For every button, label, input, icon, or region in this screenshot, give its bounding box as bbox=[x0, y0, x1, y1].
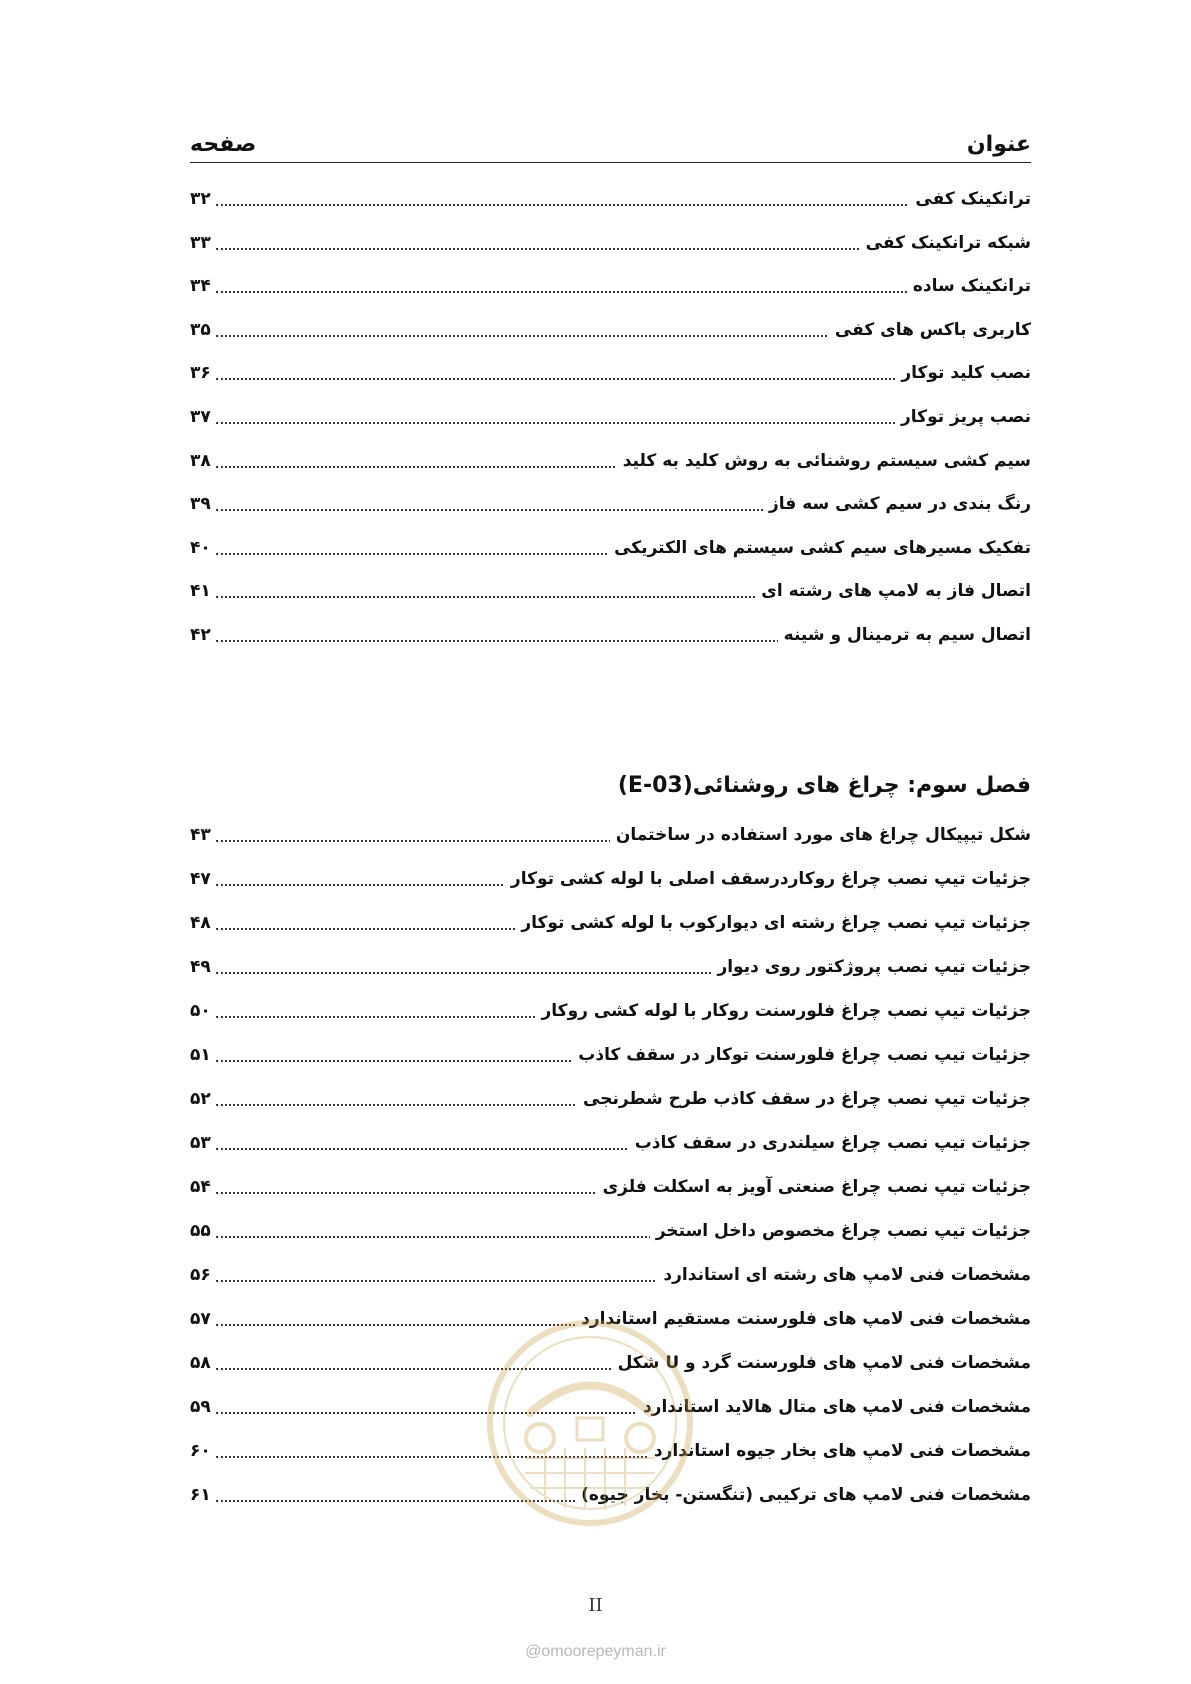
toc-entry bbox=[190, 952, 1031, 986]
toc-entry-title: جزئیات تیپ نصب پروژکتور روی دیوار bbox=[711, 952, 1031, 982]
toc-entry-page: ۵۹ bbox=[190, 1392, 211, 1422]
toc-entry-page: ۵۱ bbox=[190, 1040, 211, 1070]
toc-entry-page: ۳۵ bbox=[190, 315, 211, 345]
header-rule bbox=[190, 162, 1031, 163]
toc-entry bbox=[190, 1260, 1031, 1294]
header-page-label: صفحه bbox=[190, 132, 257, 157]
toc-entry-title: نصب پریز توکار bbox=[895, 402, 1031, 432]
header-title: عنوان bbox=[966, 132, 1031, 157]
toc-entry-page: ۶۰ bbox=[190, 1436, 211, 1466]
toc-entry bbox=[190, 184, 1031, 218]
toc-entry-title: جزئیات تیپ نصب چراغ فلورسنت روکار با لوله کشی روکار bbox=[536, 996, 1031, 1026]
toc-entry-title: اتصال فاز به لامپ های رشته ای bbox=[755, 576, 1031, 606]
section-heading: فصل سوم: چراغ های روشنائی(E-03) bbox=[617, 773, 1031, 798]
toc-entry-page: ۳۶ bbox=[190, 358, 211, 388]
toc-entry-page: ۵۸ bbox=[190, 1348, 211, 1378]
toc-entry-title: کاربری باکس های کفی bbox=[829, 315, 1031, 345]
toc-entry-page: ۳۲ bbox=[190, 184, 211, 214]
toc-entry-page: ۵۵ bbox=[190, 1216, 211, 1246]
toc-entry-page: ۵۲ bbox=[190, 1084, 211, 1114]
toc-entry-title: جزئیات تیپ نصب چراغ در سقف کاذب طرح شطرنجی bbox=[577, 1084, 1031, 1114]
toc-entry bbox=[190, 908, 1031, 942]
toc-entry-title: مشخصات فنی لامپ های ترکیبی (تنگستن- بخار جیوه) bbox=[575, 1480, 1031, 1510]
toc-entry bbox=[190, 864, 1031, 898]
toc-entry bbox=[190, 1128, 1031, 1162]
toc-entry bbox=[190, 358, 1031, 392]
toc-entry bbox=[190, 820, 1031, 854]
toc-entry-page: ۳۷ bbox=[190, 402, 211, 432]
toc-entry-page: ۳۸ bbox=[190, 446, 211, 476]
toc-entry-page: ۴۷ bbox=[190, 864, 211, 894]
toc-entry bbox=[190, 620, 1031, 654]
toc-entry-page: ۵۰ bbox=[190, 996, 211, 1026]
toc-entry-title: مشخصات فنی لامپ های بخار جیوه استاندارد bbox=[648, 1436, 1031, 1466]
toc-entry bbox=[190, 1084, 1031, 1118]
toc-entry-title: سیم کشی سیستم روشنائی به روش کلید به کلید bbox=[617, 446, 1031, 476]
toc-entry bbox=[190, 1216, 1031, 1250]
toc-entry-title: شبکه ترانکینک کفی bbox=[860, 228, 1031, 258]
toc-entry-title: جزئیات تیپ نصب چراغ رشته ای دیوارکوب با لوله کشی توکار bbox=[515, 908, 1031, 938]
watermark-site-text: @omoorepeyman.ir bbox=[525, 1643, 666, 1660]
toc-entry-title: مشخصات فنی لامپ های فلورسنت گرد و U شکل bbox=[612, 1348, 1031, 1378]
toc-entry bbox=[190, 402, 1031, 436]
toc-entry-page: ۳۹ bbox=[190, 489, 211, 519]
toc-entry-title: مشخصات فنی لامپ های فلورسنت مستقیم استاندارد bbox=[575, 1304, 1031, 1334]
toc-entry-page: ۳۴ bbox=[190, 271, 211, 301]
toc-entry bbox=[190, 1172, 1031, 1206]
page-number: II bbox=[588, 1595, 603, 1616]
toc-entry bbox=[190, 533, 1031, 567]
publisher-seal-watermark bbox=[485, 1318, 695, 1528]
toc-entry-page: ۴۹ bbox=[190, 952, 211, 982]
toc-entry-page: ۴۱ bbox=[190, 576, 211, 606]
toc-entry-page: ۳۳ bbox=[190, 228, 211, 258]
toc-entry-title: نصب کلید توکار bbox=[895, 358, 1031, 388]
toc-entry-title: جزئیات تیپ نصب چراغ صنعتی آویز به اسکلت فلزی bbox=[597, 1172, 1031, 1202]
toc-entry-page: ۴۰ bbox=[190, 533, 211, 563]
toc-entry bbox=[190, 1040, 1031, 1074]
toc-entry-title: جزئیات تیپ نصب چراغ سیلندری در سقف کاذب bbox=[629, 1128, 1031, 1158]
toc-entry-page: ۴۲ bbox=[190, 620, 211, 650]
toc-entry-title: شکل تیپیکال چراغ های مورد استفاده در ساختمان bbox=[610, 820, 1031, 850]
toc-entry bbox=[190, 489, 1031, 523]
toc-entry-page: ۴۳ bbox=[190, 820, 211, 850]
toc-entry-title: ترانکینک کفی bbox=[909, 184, 1031, 214]
toc-entry-page: ۶۱ bbox=[190, 1480, 211, 1510]
toc-entry-title: مشخصات فنی لامپ های رشته ای استاندارد bbox=[657, 1260, 1031, 1290]
toc-entry-page: ۴۸ bbox=[190, 908, 211, 938]
toc-entry-page: ۵۶ bbox=[190, 1260, 211, 1290]
toc-entry-title: مشخصات فنی لامپ های متال هالاید استاندارد bbox=[637, 1392, 1031, 1422]
toc-entry-title: تفکیک مسیرهای سیم کشی سیستم های الکتریکی bbox=[608, 533, 1031, 563]
toc-entry-title: جزئیات تیپ نصب چراغ روکاردرسقف اصلی با لوله کشی توکار bbox=[505, 864, 1031, 894]
toc-entry-page: ۵۴ bbox=[190, 1172, 211, 1202]
toc-entry-title: جزئیات تیپ نصب چراغ مخصوص داخل استخر bbox=[650, 1216, 1031, 1246]
toc-entry bbox=[190, 271, 1031, 305]
toc-entry-page: ۵۷ bbox=[190, 1304, 211, 1334]
toc-entry bbox=[190, 315, 1031, 349]
toc-entry-page: ۵۳ bbox=[190, 1128, 211, 1158]
toc-entry-title: رنگ بندی در سیم کشی سه فاز bbox=[763, 489, 1031, 519]
toc-entry bbox=[190, 446, 1031, 480]
toc-entry-title: ترانکینک ساده bbox=[907, 271, 1031, 301]
toc-entry bbox=[190, 996, 1031, 1030]
toc-entry bbox=[190, 576, 1031, 610]
toc-entry bbox=[190, 228, 1031, 262]
toc-entry-title: اتصال سیم به ترمینال و شینه bbox=[778, 620, 1031, 650]
toc-entry-title: جزئیات تیپ نصب چراغ فلورسنت توکار در سقف کاذب bbox=[572, 1040, 1031, 1070]
toc-header bbox=[190, 132, 1031, 166]
